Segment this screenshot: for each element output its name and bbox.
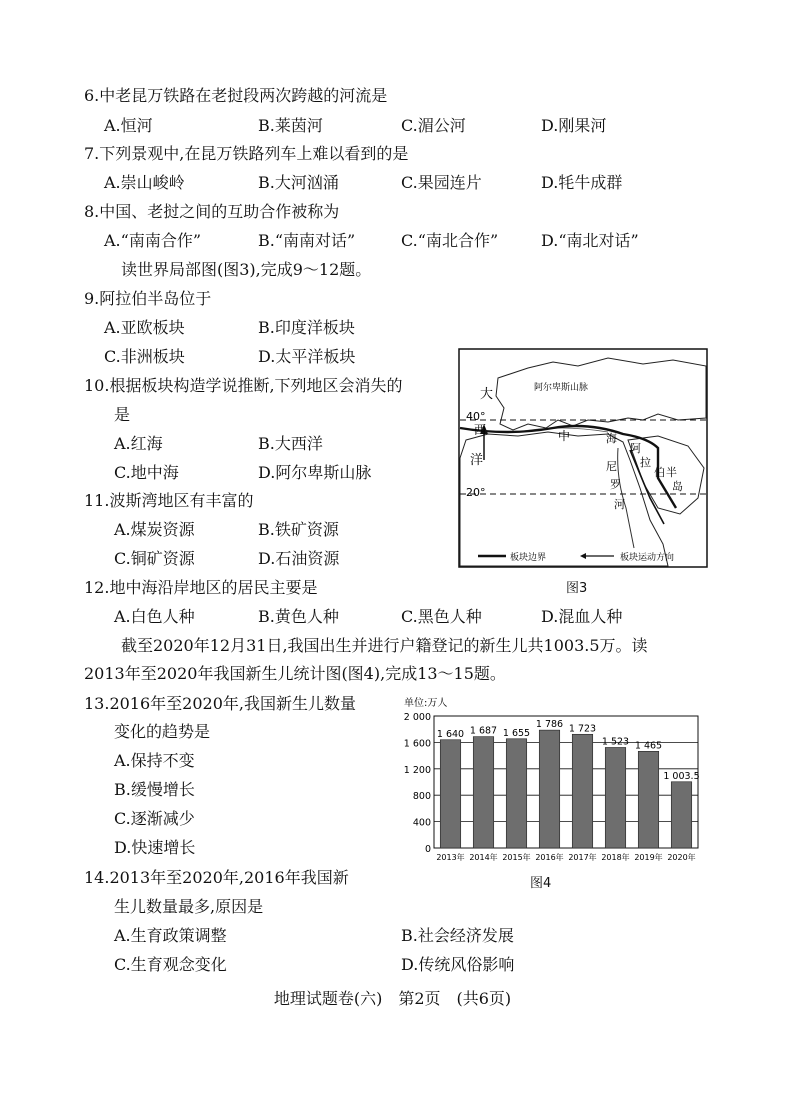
q7-option-c: C.果园连片 bbox=[401, 173, 482, 192]
question-14-stem-cont: 生儿数量最多,原因是 bbox=[114, 897, 264, 916]
chart-value-label: 1 465 bbox=[634, 740, 663, 752]
chart-bar bbox=[506, 739, 526, 848]
q6-option-a: A.恒河 bbox=[104, 116, 153, 135]
lat-40-label: 40° bbox=[466, 410, 486, 423]
label-luo: 罗 bbox=[610, 478, 621, 491]
question-13-stem-cont: 变化的趋势是 bbox=[114, 722, 211, 741]
q11-option-b: B.铁矿资源 bbox=[258, 520, 339, 539]
chart-value-label: 1 655 bbox=[502, 727, 531, 739]
label-ni: 尼 bbox=[606, 460, 617, 473]
q13-option-a: A.保持不变 bbox=[114, 751, 195, 770]
chart-value-label: 1 786 bbox=[535, 719, 564, 731]
q13-option-c: C.逐渐减少 bbox=[114, 809, 195, 828]
question-8-stem: 8.中国、老挝之间的互助合作被称为 bbox=[84, 202, 340, 221]
q11-option-c: C.铜矿资源 bbox=[114, 549, 195, 568]
q14-option-d: D.传统风俗影响 bbox=[401, 955, 515, 974]
chart-ytick-label: 2 000 bbox=[403, 712, 431, 723]
q8-option-d: D.“南北对话” bbox=[541, 231, 639, 250]
question-7-stem: 7.下列景观中,在昆万铁路列车上难以看到的是 bbox=[84, 144, 409, 163]
intro-13-15-line2: 2013年至2020年我国新生儿统计图(图4),完成13～15题。 bbox=[84, 664, 506, 683]
chart-value-label: 1 523 bbox=[601, 736, 630, 748]
label-hai: 海 bbox=[606, 432, 617, 445]
chart-ytick-label: 1 200 bbox=[403, 764, 431, 776]
q12-option-a: A.白色人种 bbox=[114, 607, 195, 626]
chart-value-label: 1 723 bbox=[568, 723, 597, 735]
chart-ytick-label: 800 bbox=[412, 791, 431, 803]
q10-option-a: A.红海 bbox=[114, 434, 163, 453]
chart-value-label: 1 003.5 bbox=[663, 770, 700, 782]
chart-xtick-label: 2020年 bbox=[667, 853, 696, 862]
chart-unit-label: 单位:万人 bbox=[404, 698, 448, 709]
q13-option-b: B.缓慢增长 bbox=[114, 780, 195, 799]
question-13-stem: 13.2016年至2020年,我国新生儿数量 bbox=[84, 694, 356, 713]
q10-option-d: D.阿尔卑斯山脉 bbox=[258, 463, 372, 482]
chart-xtick-label: 2019年 bbox=[634, 853, 663, 862]
q14-option-a: A.生育政策调整 bbox=[114, 926, 227, 945]
q13-option-d: D.快速增长 bbox=[114, 838, 196, 857]
label-la: 拉 bbox=[640, 456, 651, 469]
q12-option-d: D.混血人种 bbox=[541, 607, 623, 626]
label-bo: 伯 bbox=[654, 466, 665, 479]
figure-4-caption: 图4 bbox=[530, 876, 552, 891]
lat-20-label: 20° bbox=[466, 486, 486, 499]
newborn-bar-chart bbox=[398, 694, 708, 864]
q12-option-b: B.黄色人种 bbox=[258, 607, 339, 626]
label-xi: 西 bbox=[474, 423, 487, 437]
q10-option-b: B.大西洋 bbox=[258, 434, 323, 453]
chart-bar bbox=[638, 751, 658, 848]
world-map-figure bbox=[458, 348, 708, 568]
q6-option-d: D.刚果河 bbox=[541, 116, 607, 135]
q10-option-c: C.地中海 bbox=[114, 463, 179, 482]
question-10-stem-cont: 是 bbox=[114, 405, 131, 424]
q7-option-d: D.牦牛成群 bbox=[541, 173, 623, 192]
chart-ytick-label: 1 600 bbox=[403, 738, 431, 750]
chart-xtick-label: 2015年 bbox=[502, 853, 531, 862]
question-9-stem: 9.阿拉伯半岛位于 bbox=[84, 289, 212, 308]
chart-xtick-label: 2018年 bbox=[601, 853, 630, 862]
chart-value-label: 1 687 bbox=[469, 725, 498, 737]
label-yang: 洋 bbox=[470, 453, 484, 468]
q14-option-c: C.生育观念变化 bbox=[114, 955, 227, 974]
q9-option-c: C.非洲板块 bbox=[104, 347, 185, 366]
label-zhong: 中 bbox=[558, 429, 571, 443]
chart-bar bbox=[440, 740, 460, 848]
chart-xtick-label: 2014年 bbox=[469, 853, 498, 862]
label-da: 大 bbox=[480, 387, 494, 402]
chart-xtick-label: 2017年 bbox=[568, 853, 597, 862]
chart-xtick-label: 2013年 bbox=[436, 853, 465, 862]
chart-ytick-label: 400 bbox=[412, 817, 431, 829]
q8-option-b: B.“南南对话” bbox=[258, 231, 356, 250]
q14-option-b: B.社会经济发展 bbox=[401, 926, 514, 945]
q9-option-b: B.印度洋板块 bbox=[258, 318, 355, 337]
label-a: 阿 bbox=[630, 442, 641, 455]
chart-ytick-label: 0 bbox=[424, 844, 431, 855]
chart-bar bbox=[572, 734, 592, 848]
page-footer: 地理试题卷(六) 第2页 (共6页) bbox=[273, 989, 512, 1008]
chart-value-label: 1 640 bbox=[436, 728, 465, 740]
intro-9-12: 读世界局部图(图3),完成9～12题。 bbox=[121, 260, 372, 279]
q8-option-a: A.“南南合作” bbox=[104, 231, 202, 250]
legend-boundary-label: 板块边界 bbox=[510, 553, 547, 563]
question-6-stem: 6.中老昆万铁路在老挝段两次跨越的河流是 bbox=[84, 86, 388, 105]
question-14-stem: 14.2013年至2020年,2016年我国新 bbox=[84, 868, 349, 887]
chart-bar bbox=[671, 782, 691, 848]
q12-option-c: C.黑色人种 bbox=[401, 607, 482, 626]
q11-option-a: A.煤炭资源 bbox=[114, 520, 195, 539]
q7-option-a: A.崇山峻岭 bbox=[104, 173, 185, 192]
q6-option-c: C.湄公河 bbox=[401, 116, 466, 135]
chart-bar bbox=[539, 730, 559, 848]
label-alps: 阿尔卑斯山脉 bbox=[534, 383, 589, 393]
question-12-stem: 12.地中海沿岸地区的居民主要是 bbox=[84, 578, 318, 597]
q11-option-d: D.石油资源 bbox=[258, 549, 340, 568]
chart-bar bbox=[473, 737, 493, 848]
q6-option-b: B.莱茵河 bbox=[258, 116, 323, 135]
q8-option-c: C.“南北合作” bbox=[401, 231, 499, 250]
question-11-stem: 11.波斯湾地区有丰富的 bbox=[84, 491, 254, 510]
question-10-stem: 10.根据板块构造学说推断,下列地区会消失的 bbox=[84, 376, 403, 395]
figure-3-caption: 图3 bbox=[566, 581, 588, 596]
europe-landmass bbox=[496, 358, 706, 430]
intro-13-15-line1: 截至2020年12月31日,我国出生并进行户籍登记的新生儿共1003.5万。读 bbox=[121, 636, 648, 655]
q7-option-b: B.大河汹涌 bbox=[258, 173, 339, 192]
label-he: 河 bbox=[614, 498, 625, 511]
q9-option-a: A.亚欧板块 bbox=[104, 318, 185, 337]
label-ban: 半 bbox=[666, 466, 677, 479]
legend-motion-label: 板块运动方向 bbox=[620, 553, 675, 563]
chart-xtick-label: 2016年 bbox=[535, 853, 564, 862]
chart-bar bbox=[605, 747, 625, 848]
label-dao: 岛 bbox=[672, 480, 683, 493]
q9-option-d: D.太平洋板块 bbox=[258, 347, 356, 366]
